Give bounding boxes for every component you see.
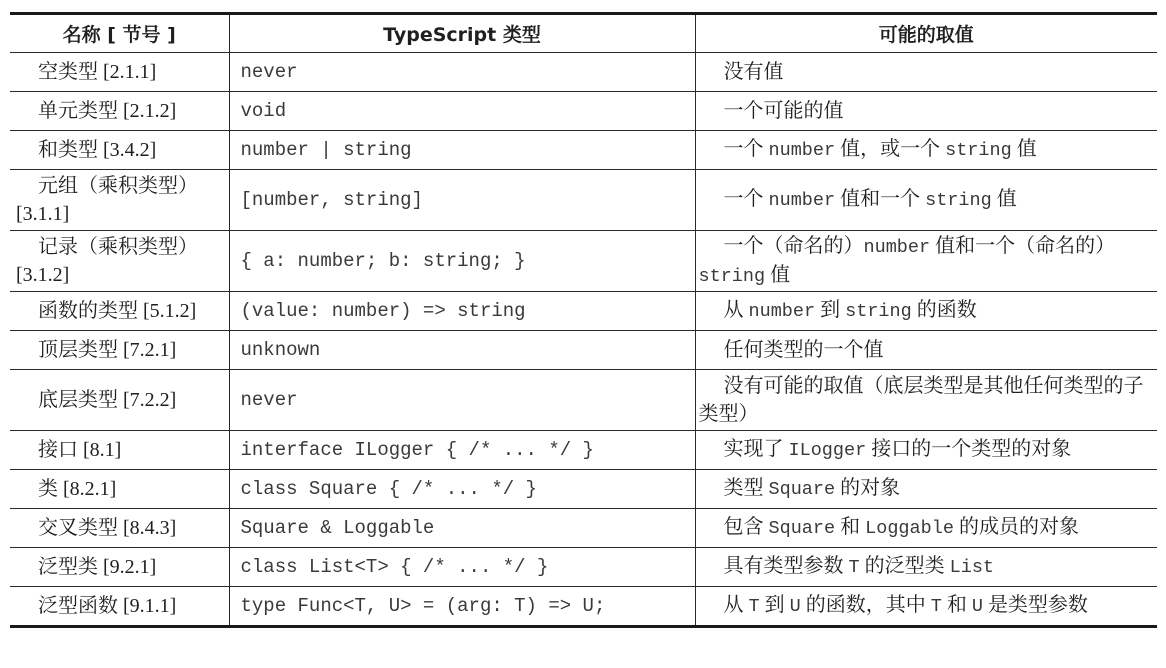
value-text: 和 (835, 516, 866, 539)
inline-code: number (768, 190, 836, 212)
table-row (10, 370, 1157, 431)
possible-values-cell (695, 587, 1157, 627)
value-text: 的函数 (911, 299, 977, 322)
possible-values-cell (695, 431, 1157, 470)
possible-values-cell (695, 131, 1157, 170)
value-text: 是类型参数 (982, 594, 1088, 617)
inline-code: string (945, 140, 1012, 162)
value-text: 没有可能的取值（底层类型是其他任何类型的子类型） (698, 374, 1144, 425)
possible-values-cell (695, 548, 1157, 587)
typescript-type-cell: { a: number; b: string; } (229, 231, 695, 292)
value-text: 和 (941, 594, 972, 617)
table-row (10, 470, 1157, 509)
inline-code: number (748, 301, 816, 323)
value-text: 值 (991, 188, 1017, 211)
table-row (10, 509, 1157, 548)
value-text: 一个（命名的） (723, 234, 864, 257)
typescript-type-cell: (value: number) => string (229, 292, 695, 331)
value-text: 从 (723, 299, 749, 322)
inline-code: string (925, 190, 992, 212)
table-row (10, 231, 1157, 292)
typescript-type-cell: unknown (229, 331, 695, 370)
table-body (10, 53, 1157, 627)
value-text: 的函数，其中 (800, 594, 931, 617)
table-row (10, 587, 1157, 627)
inline-code: Loggable (865, 518, 954, 540)
inline-code: T (930, 596, 942, 618)
header-values: 可能的取值 (695, 14, 1157, 53)
value-text: 类型 (723, 477, 769, 500)
value-text: 值 (765, 264, 791, 286)
type-name-cell: 记录（乘积类型）[3.1.2] (10, 231, 229, 292)
header-ts-type: TypeScript 类型 (229, 14, 695, 53)
type-name-cell: 泛型类 [9.2.1] (10, 548, 229, 587)
table-row (10, 170, 1157, 231)
possible-values-cell (695, 170, 1157, 231)
type-name-cell: 接口 [8.1] (10, 431, 229, 470)
type-name-cell: 泛型函数 [9.1.1] (10, 587, 229, 627)
inline-code: T (848, 557, 860, 579)
header-row (10, 14, 1157, 53)
typescript-type-cell: class List<T> { /* ... */ } (229, 548, 695, 587)
possible-values-cell (695, 370, 1157, 431)
inline-code: ILogger (788, 440, 867, 462)
table-row (10, 331, 1157, 370)
value-text: 一个可能的值 (723, 99, 844, 122)
inline-code: string (845, 301, 912, 323)
value-text: 一个 (723, 188, 769, 211)
value-text: 任何类型的一个值 (723, 338, 884, 361)
type-name-cell: 函数的类型 [5.1.2] (10, 292, 229, 331)
type-name-cell: 元组（乘积类型）[3.1.1] (10, 170, 229, 231)
type-table-container (10, 12, 1157, 628)
value-text: 接口的一个类型的对象 (866, 438, 1072, 461)
value-text: 到 (815, 299, 846, 322)
typescript-type-cell: number | string (229, 131, 695, 170)
value-text: 的泛型类 (859, 555, 950, 578)
table-row (10, 292, 1157, 331)
header-name: 名称 [ 节号 ] (10, 14, 229, 53)
value-text: 值和一个（命名的） (930, 234, 1116, 257)
value-text: 到 (759, 594, 790, 617)
typescript-type-cell: interface ILogger { /* ... */ } (229, 431, 695, 470)
type-name-cell: 底层类型 [7.2.2] (10, 370, 229, 431)
value-text: 值，或一个 (835, 138, 946, 161)
typescript-type-cell: type Func<T, U> = (arg: T) => U; (229, 587, 695, 627)
inline-code: U (789, 596, 801, 618)
value-text: 一个 (723, 138, 769, 161)
typescript-type-cell: void (229, 92, 695, 131)
table-row (10, 53, 1157, 92)
inline-code: Square (768, 518, 836, 540)
value-text: 具有类型参数 (723, 555, 849, 578)
possible-values-cell (695, 509, 1157, 548)
typescript-type-cell: class Square { /* ... */ } (229, 470, 695, 509)
value-text: 没有值 (723, 60, 784, 83)
table-row (10, 548, 1157, 587)
inline-code: List (949, 557, 995, 579)
possible-values-cell (695, 53, 1157, 92)
possible-values-cell (695, 292, 1157, 331)
possible-values-cell (695, 231, 1157, 292)
type-name-cell: 顶层类型 [7.2.1] (10, 331, 229, 370)
table-row (10, 92, 1157, 131)
value-text: 包含 (723, 516, 769, 539)
inline-code: U (971, 596, 983, 618)
type-name-cell: 类 [8.2.1] (10, 470, 229, 509)
inline-code: number (768, 140, 836, 162)
possible-values-cell (695, 470, 1157, 509)
typescript-type-cell: Square & Loggable (229, 509, 695, 548)
value-text: 从 (723, 594, 749, 617)
type-name-cell: 单元类型 [2.1.2] (10, 92, 229, 131)
value-text: 值和一个 (835, 188, 926, 211)
type-name-cell: 空类型 [2.1.1] (10, 53, 229, 92)
value-text: 值 (1011, 138, 1037, 161)
inline-code: number (863, 236, 931, 258)
table-row (10, 131, 1157, 170)
possible-values-cell (695, 92, 1157, 131)
value-text: 的成员的对象 (953, 516, 1079, 539)
value-text: 的对象 (835, 477, 901, 500)
type-table (10, 12, 1157, 628)
inline-code: string (698, 266, 766, 287)
value-text: 实现了 (723, 438, 789, 461)
inline-code: Square (768, 479, 836, 501)
typescript-type-cell: never (229, 53, 695, 92)
table-row (10, 431, 1157, 470)
possible-values-cell (695, 331, 1157, 370)
inline-code: T (748, 596, 760, 618)
typescript-type-cell: never (229, 370, 695, 431)
typescript-type-cell: [number, string] (229, 170, 695, 231)
type-name-cell: 交叉类型 [8.4.3] (10, 509, 229, 548)
type-name-cell: 和类型 [3.4.2] (10, 131, 229, 170)
